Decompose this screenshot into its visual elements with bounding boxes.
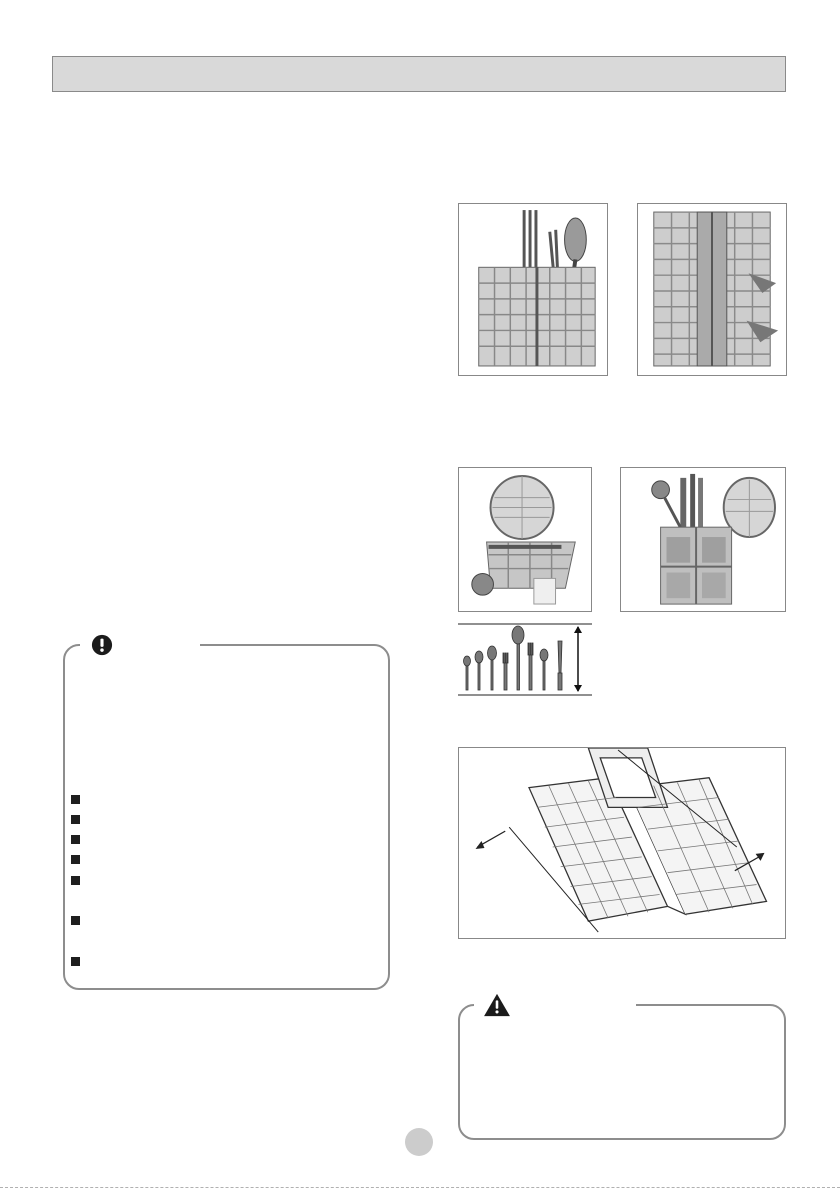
warning-box	[458, 1004, 786, 1140]
exclamation-circle-icon	[90, 633, 114, 657]
bullet-marker	[71, 916, 80, 925]
bullet-marker	[71, 815, 80, 824]
bullet-marker	[71, 795, 80, 804]
notice-box	[63, 644, 390, 990]
cutlery-basket-front-photo	[458, 203, 608, 376]
basket-strainer-side-photo	[620, 467, 786, 612]
page-bottom-rule	[0, 1187, 840, 1188]
page-number-badge	[405, 1128, 433, 1156]
bullet-marker	[71, 855, 80, 864]
warning-triangle-icon	[482, 992, 512, 1018]
cutlery-basket-top-photo	[637, 203, 787, 376]
basket-with-strainer-photo	[458, 467, 592, 612]
section-header-bar	[52, 56, 786, 92]
utensil-height-diagram	[458, 623, 592, 698]
bullet-marker	[71, 876, 80, 885]
bullet-marker	[71, 835, 80, 844]
bullet-marker	[71, 957, 80, 966]
basket-split-diagram	[458, 747, 786, 939]
